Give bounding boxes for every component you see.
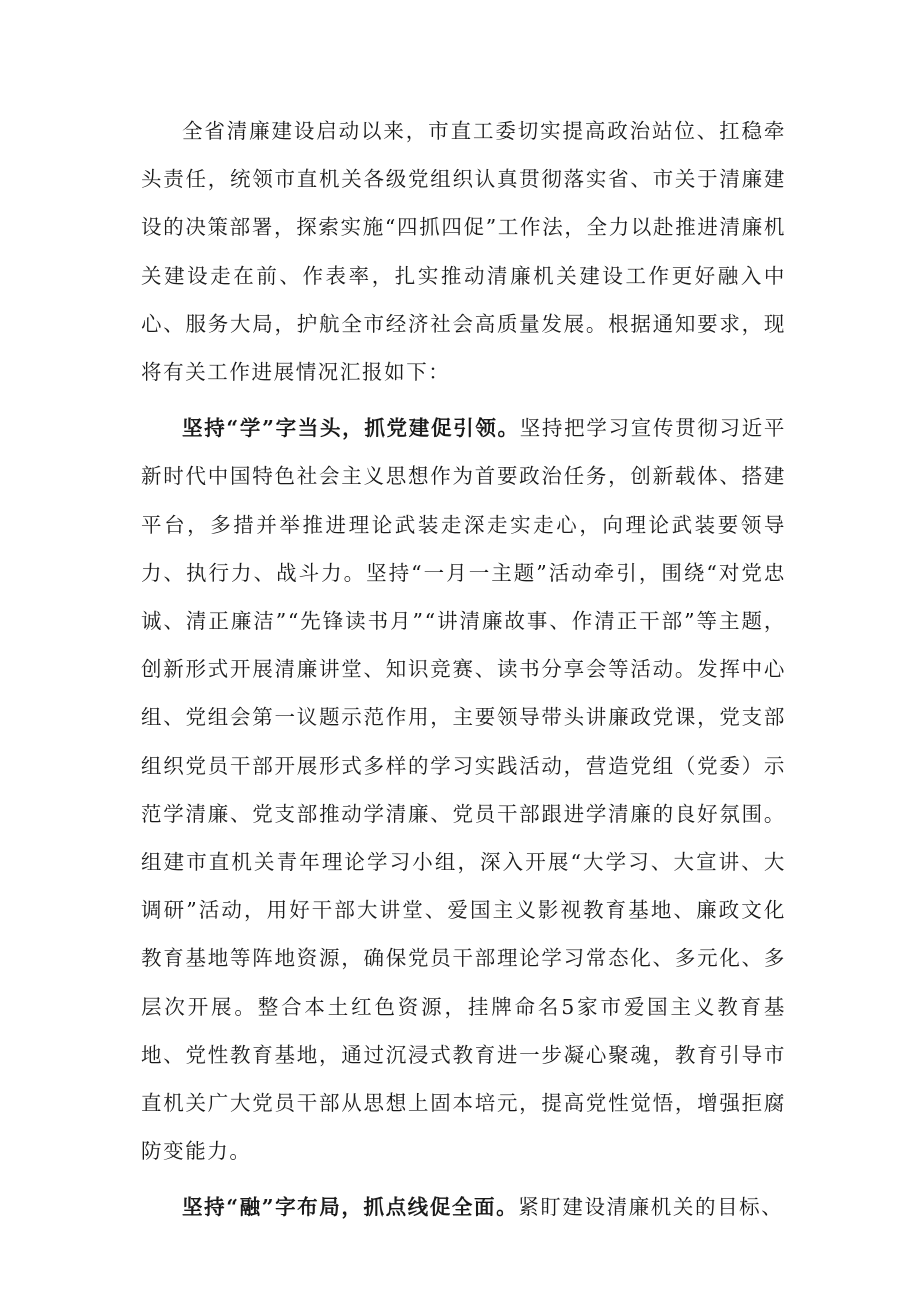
paragraph-lead: 坚持“融”字布局，抓点线促全面。 [182, 1195, 519, 1220]
intro-paragraph [141, 107, 786, 396]
study-section-paragraph [141, 404, 786, 1175]
paragraph-text: 坚持把学习宣传贯彻习近平新时代中国特色社会主义思想作为首要政治任务，创新载体、搭建平台，多措并举推进理论武装走深走实走心，向理论武装要领导力、执行力、战斗力。坚持“一月一主题”活动牵引，围绕“对党忠诚、清正廉洁”“先锋读书月”“讲清廉故事、作清正干部”等主题，创新形式开展清廉讲堂、知识竞赛、读书分享会等活动。发挥中心组、党组会第一议题示范作用，主要领导带头讲廉政党课，党支部组织党员干部开展形式多样的学习实践活动，营造党组（党委）示范学清廉、党支部推动学清廉、党员干部跟进学清廉的良好氛围。组建市直机关青年理论学习小组，深入开展“大学习、大宣讲、大调研”活动，用好干部大讲堂、爱国主义影视教育基地、廉政文化教育基地等阵地资源，确保党员干部理论学习常态化、多元化、多层次开展。整合本土红色资源，挂牌命名5家市爱国主义教育基地、党性教育基地，通过沉浸式教育进一步凝心聚魂，教育引导市直机关广大党员干部从思想上固本培元，提高党性觉悟，增强拒腐防变能力。 [141, 416, 786, 1164]
paragraph-text: 全省清廉建设启动以来，市直工委切实提高政治站位、扛稳牵头责任，统领市直机关各级党组织认真贯彻落实省、市关于清廉建设的决策部署，探索实施“四抓四促”工作法，全力以赴推进清廉机关建设走在前、作表率，扎实推动清廉机关建设工作更好融入中心、服务大局，护航全市经济社会高质量发展。根据通知要求，现将有关工作进展情况汇报如下： [141, 119, 786, 385]
paragraph-lead: 坚持“学”字当头，抓党建促引领。 [182, 416, 520, 441]
integration-section-paragraph [141, 1183, 786, 1231]
paragraph-text: 紧盯建设清廉机关的目标、 [518, 1195, 784, 1220]
document-body [141, 107, 786, 1232]
